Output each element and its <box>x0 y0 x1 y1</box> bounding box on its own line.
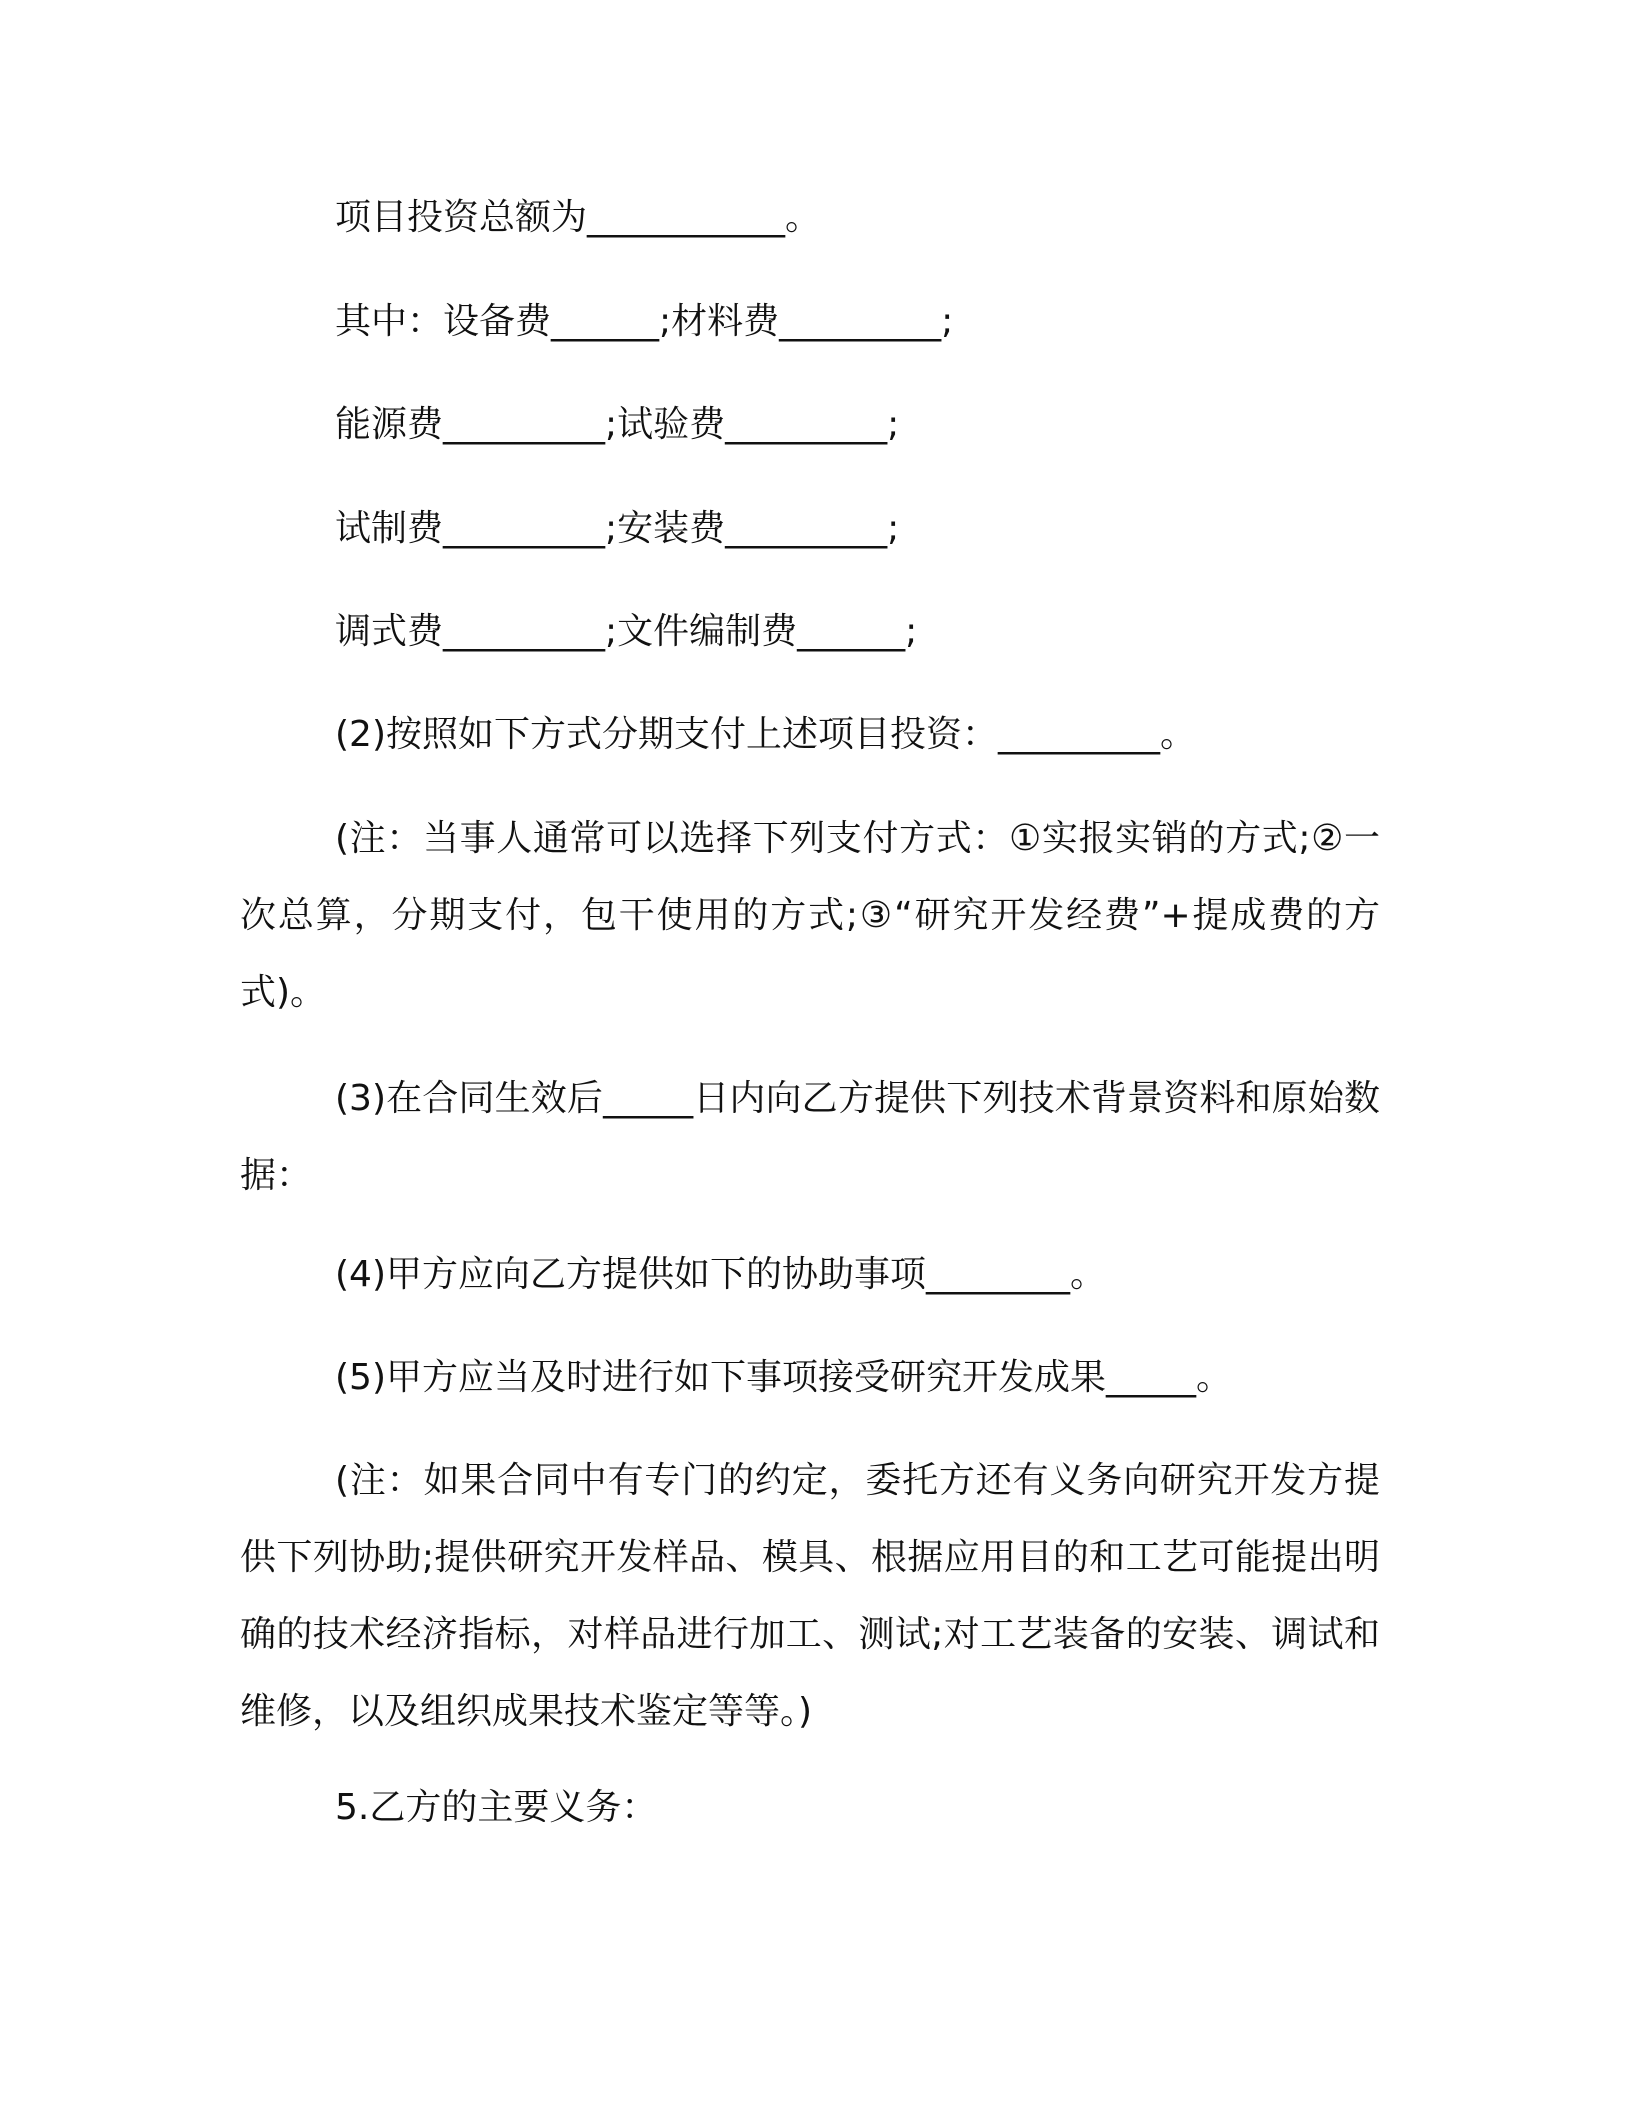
energy-test-fee-line: 能源费_________;试验费_________; <box>335 404 900 445</box>
item-4-line: (4)甲方应向乙方提供如下的协助事项________。 <box>335 1254 1106 1295</box>
payment-method-line: (2)按照如下方式分期支付上述项目投资：_________。 <box>335 714 1196 755</box>
assistance-note-paragraph: (注：如果合同中有专门的约定，委托方还有义务向研究开发方提供下列协助;提供研究开发样品、模具、根据应用目的和工艺可能提出明确的技术经济指标，对样品进行加工、测试;对工艺装备的安装、调试和维修，以及组织成果技术鉴定等等。) <box>240 1460 1380 1732</box>
section-5-heading: 5.乙方的主要义务： <box>335 1787 658 1828</box>
equipment-material-fee-line: 其中：设备费______;材料费_________; <box>335 301 954 342</box>
investment-total-line: 项目投资总额为___________。 <box>335 197 822 238</box>
item-3-paragraph: (3)在合同生效后_____日内向乙方提供下列技术背景资料和原始数据： <box>240 1078 1380 1196</box>
trial-install-fee-line: 试制费_________;安装费_________; <box>335 508 900 549</box>
item-5-line: (5)甲方应当及时进行如下事项接受研究开发成果_____。 <box>335 1357 1232 1398</box>
debug-document-fee-line: 调式费_________;文件编制费______; <box>335 611 918 652</box>
payment-note-paragraph: (注：当事人通常可以选择下列支付方式：①实报实销的方式;②一次总算，分期支付，包干使用的方式;③“研究开发经费”+提成费的方式)。 <box>240 818 1380 1013</box>
